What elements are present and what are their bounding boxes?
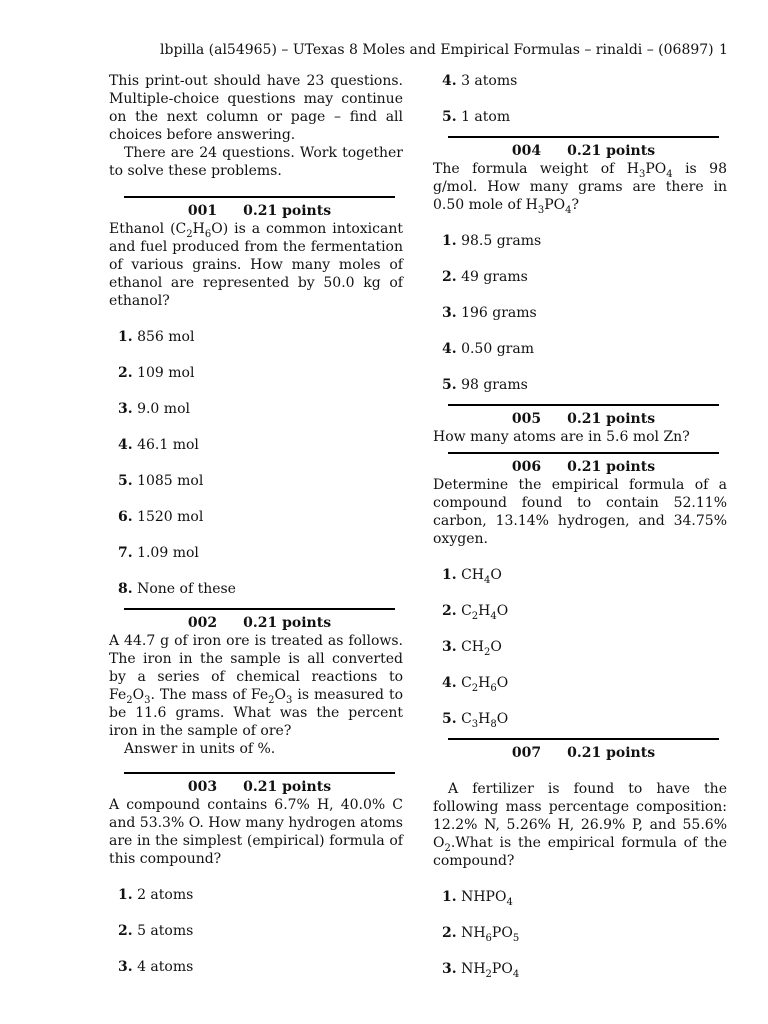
- question-points: 0.21 points: [567, 745, 656, 761]
- choice-001-4[interactable]: 4. 46.1 mol: [118, 437, 199, 453]
- question-points: 0.21 points: [567, 459, 656, 475]
- question-header-002: [124, 608, 395, 632]
- choice-006-4[interactable]: 4. $C_2H_6O$: [442, 675, 509, 694]
- choice-004-5[interactable]: 5. 98 grams: [442, 377, 528, 393]
- choice-007-3[interactable]: 3. $NH_2PO_4$: [442, 961, 520, 980]
- choice-001-3[interactable]: 3. 9.0 mol: [118, 401, 190, 417]
- question-text-005: How many atoms are in 5.6 mol Zn?: [433, 429, 690, 445]
- question-number: 007: [511, 745, 542, 761]
- choices-003-cont: [433, 72, 727, 126]
- choice-006-2[interactable]: 2. $C_2H_4O$: [442, 603, 509, 622]
- question-points: 0.21 points: [243, 779, 332, 795]
- choice-001-2[interactable]: 2. 109 mol: [118, 365, 195, 381]
- question-text-002: A 44.7 g of iron ore is treated as follows. The iron in the sample is all converted by a series of chemical reactions to $Fe_2O_3$. The mass of $Fe_2O_3$ is measured to be 11.6 grams. What was the percent iron in the sample of ore?: [109, 633, 403, 739]
- choice-001-8[interactable]: 8. None of these: [118, 581, 236, 597]
- choice-006-1[interactable]: 1. $CH_4O$: [442, 567, 502, 586]
- question-header-001: [124, 196, 395, 220]
- choice-003-1[interactable]: 1. 2 atoms: [118, 887, 194, 903]
- question-points: 0.21 points: [567, 411, 656, 427]
- question-points: 0.21 points: [567, 143, 656, 159]
- question-number: 001: [187, 203, 218, 219]
- question-header-007: [448, 738, 719, 762]
- question-header-005: [448, 404, 719, 428]
- question-text-007: A fertilizer is found to have the following mass percentage composition: 12.2% N, 5.26% H, 26.9% P, and 55.6% $O_2.What$ is the empirical formula of the compound?: [433, 781, 727, 869]
- question-text-001: Ethanol $(C_2H_6O)$ is a common intoxicant and fuel produced from the fermentation of various grains. How many moles of ethanol are represented by 50.0 kg of ethanol?: [109, 221, 403, 309]
- choice-006-5[interactable]: 5. $C_3H_8O$: [442, 711, 509, 730]
- choice-003-3[interactable]: 3. 4 atoms: [118, 959, 194, 975]
- choice-003-5[interactable]: 5. 1 atom: [442, 109, 511, 125]
- question-number: 004: [511, 143, 542, 159]
- question-number: 005: [511, 411, 542, 427]
- right-column: [433, 72, 727, 996]
- question-points: 0.21 points: [243, 203, 332, 219]
- choices-006: [433, 566, 727, 728]
- choices-003: [109, 886, 403, 976]
- choice-004-2[interactable]: 2. 49 grams: [442, 269, 528, 285]
- header-title: lbpilla (al54965) – UTexas 8 Moles and Empirical Formulas – rinaldi – (06897): [160, 42, 714, 58]
- page-header: [0, 42, 768, 62]
- question-text-004: The formula weight of $H_3PO_4$ is 98 g/mol. How many grams are there in 0.50 mole of $H_3PO_4$?: [433, 161, 727, 216]
- choices-004: [433, 232, 727, 394]
- left-column: [109, 72, 403, 994]
- question-header-003: [124, 772, 395, 796]
- question-number: 003: [187, 779, 218, 795]
- intro-text-2: There are 24 questions. Work together to solve these problems.: [109, 145, 403, 179]
- choice-003-4[interactable]: 4. 3 atoms: [442, 73, 518, 89]
- question-number: 006: [511, 459, 542, 475]
- choice-004-3[interactable]: 3. 196 grams: [442, 305, 537, 321]
- answer-units-002: Answer in units of %.: [124, 741, 276, 757]
- choices-007: [433, 888, 727, 978]
- question-number: 002: [187, 615, 218, 631]
- page-number: 1: [719, 42, 728, 58]
- choice-007-2[interactable]: 2. $NH_6PO_5$: [442, 925, 520, 944]
- choice-001-5[interactable]: 5. 1085 mol: [118, 473, 204, 489]
- choice-007-1[interactable]: 1. $NHPO_4$: [442, 889, 513, 908]
- question-header-004: [448, 136, 719, 160]
- choice-001-6[interactable]: 6. 1520 mol: [118, 509, 204, 525]
- choice-006-3[interactable]: 3. $CH_2O$: [442, 639, 502, 658]
- intro-text: This print-out should have 23 questions. Multiple-choice questions may continue on the next column or page – find all choices before answering.: [109, 73, 403, 143]
- question-text-003: A compound contains 6.7% H, 40.0% C and 53.3% O. How many hydrogen atoms are in the simplest (empirical) formula of this compound?: [109, 797, 403, 867]
- choice-003-2[interactable]: 2. 5 atoms: [118, 923, 194, 939]
- question-text-006: Determine the empirical formula of a compound found to contain 52.11% carbon, 13.14% hydrogen, and 34.75% oxygen.: [433, 477, 727, 547]
- choice-004-1[interactable]: 1. 98.5 grams: [442, 233, 542, 249]
- choice-001-7[interactable]: 7. 1.09 mol: [118, 545, 199, 561]
- choice-001-1[interactable]: 1. 856 mol: [118, 329, 195, 345]
- question-points: 0.21 points: [243, 615, 332, 631]
- choices-001: [109, 328, 403, 598]
- question-header-006: [448, 452, 719, 476]
- choice-004-4[interactable]: 4. 0.50 gram: [442, 341, 534, 357]
